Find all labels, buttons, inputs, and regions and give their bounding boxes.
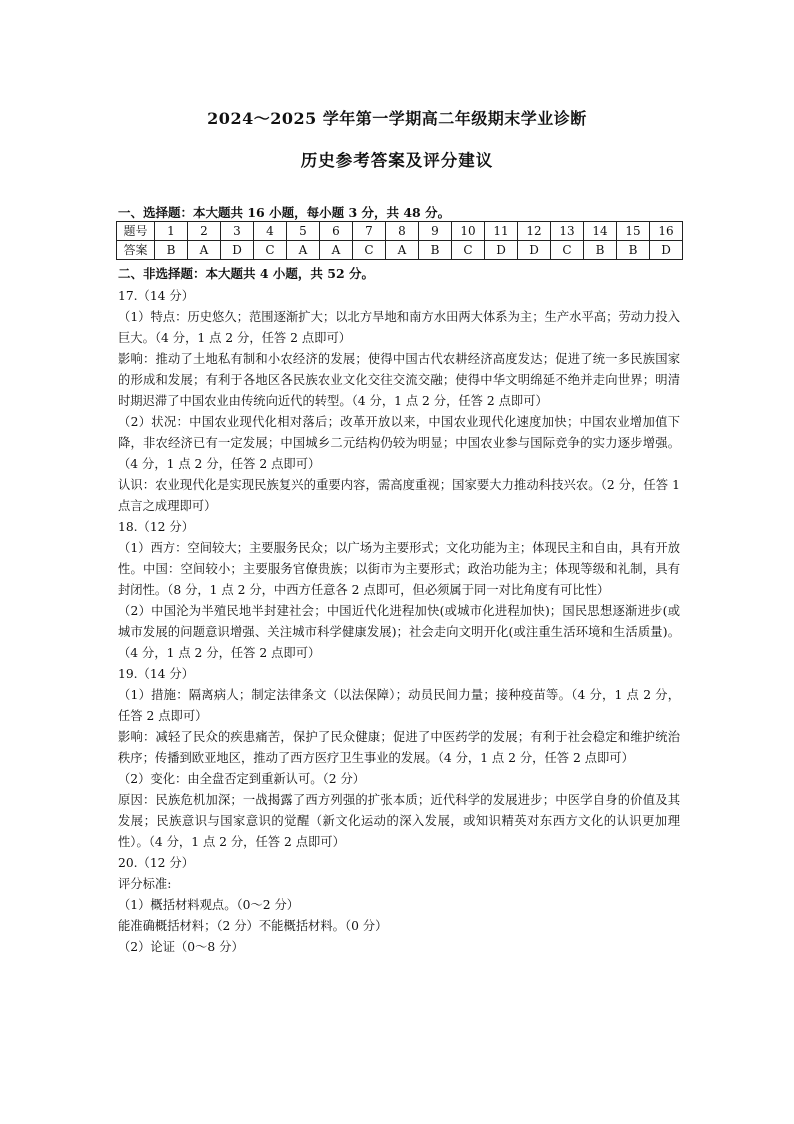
answer-cell: D bbox=[650, 241, 683, 260]
section-non-choice-heading: 二、非选择题：本大题共 4 小题，共 52 分。 bbox=[118, 266, 375, 281]
q20-part1: （1）概括材料观点。（0～2 分） bbox=[118, 898, 300, 912]
answer-cell: C bbox=[551, 241, 584, 260]
q17-part1-impact: 影响：推动了土地私有制和小农经济的发展；使得中国古代农耕经济高度发达；促进了统一多民族国家的形成和发展；有利于各地区各民族农业文化交往交流交融；使得中华文明绵延不绝并走向世界；明清时期迟滞了中国农业由传统向近代的转型。（4 分，1 点 2 分，任答 2 点即可） bbox=[118, 352, 680, 408]
q17-part2-status: （2）状况：中国农业现代化相对落后；改革开放以来，中国农业现代化速度加快；中国农业增加值下降，非农经济已有一定发展；中国城乡二元结构仍较为明显；中国农业参与国际竞争的实力逐步增强。（4 分，1 点 2 分，任答 2 点即可） bbox=[118, 415, 680, 471]
answer-cell: B bbox=[584, 241, 617, 260]
answer-cell: C bbox=[353, 241, 386, 260]
page-title: 2024～2025 学年第一学期高二年级期末学业诊断 bbox=[207, 109, 587, 128]
question-number: 13 bbox=[551, 222, 584, 241]
page-subtitle: 历史参考答案及评分建议 bbox=[300, 151, 494, 170]
answer-cell: D bbox=[485, 241, 518, 260]
q19-part1-impact: 影响：减轻了民众的疾患痛苦，保护了民众健康；促进了中医药学的发展；有利于社会稳定和维护统治秩序；传播到欧亚地区，推动了西方医疗卫生事业的发展。（4 分，1 点 2 分，任答 2 点即可） bbox=[118, 730, 680, 765]
answer-cell: B bbox=[155, 241, 188, 260]
question-17-heading: 17.（14 分） bbox=[118, 289, 195, 303]
question-number: 5 bbox=[287, 222, 320, 241]
question-number: 6 bbox=[320, 222, 353, 241]
question-number: 15 bbox=[617, 222, 650, 241]
answer-row bbox=[117, 241, 683, 260]
question-19-heading: 19.（14 分） bbox=[118, 667, 195, 681]
question-number: 9 bbox=[419, 222, 452, 241]
question-18-heading: 18.（12 分） bbox=[118, 520, 195, 534]
answer-cell: D bbox=[518, 241, 551, 260]
answer-cell: A bbox=[287, 241, 320, 260]
answer-table bbox=[116, 221, 683, 260]
question-number: 10 bbox=[452, 222, 485, 241]
answer-cell: A bbox=[386, 241, 419, 260]
question-number: 7 bbox=[353, 222, 386, 241]
section-multiple-choice-heading: 一、选择题：本大题共 16 小题，每小题 3 分，共 48 分。 bbox=[118, 205, 451, 220]
q20-scoring-standard: 评分标准: bbox=[118, 877, 172, 891]
answer-body bbox=[118, 286, 680, 958]
question-number: 14 bbox=[584, 222, 617, 241]
question-number: 2 bbox=[188, 222, 221, 241]
answer-cell: C bbox=[452, 241, 485, 260]
q19-part1-measures: （1）措施：隔离病人；制定法律条文（以法保障）；动员民间力量；接种疫苗等。（4 分，1 点 2 分，任答 2 点即可） bbox=[118, 688, 680, 723]
q17-part1-features: （1）特点：历史悠久；范围逐渐扩大；以北方旱地和南方水田两大体系为主；生产水平高；劳动力投入巨大。（4 分，1 点 2 分，任答 2 点即可） bbox=[118, 310, 680, 345]
question-number: 4 bbox=[254, 222, 287, 241]
question-number: 11 bbox=[485, 222, 518, 241]
question-number-row bbox=[117, 222, 683, 241]
q20-part1-criteria: 能准确概括材料；（2 分）不能概括材料。（0 分） bbox=[118, 919, 388, 933]
answer-cell: C bbox=[254, 241, 287, 260]
question-number: 3 bbox=[221, 222, 254, 241]
q20-part2: （2）论证（0～8 分） bbox=[118, 940, 244, 954]
question-number: 1 bbox=[155, 222, 188, 241]
q19-part2-change: （2）变化：由全盘否定到重新认可。（2 分） bbox=[118, 772, 366, 786]
q18-part1: （1）西方：空间较大；主要服务民众；以广场为主要形式；文化功能为主；体现民主和自由，具有开放性。中国：空间较小；主要服务官僚贵族；以街市为主要形式；政治功能为主；体现等级和礼制，具有封闭性。（8 分，1 点 2 分，中西方任意各 2 点即可，但必须属于同一对比角度有可比性） bbox=[118, 541, 680, 597]
question-number: 16 bbox=[650, 222, 683, 241]
row-label-answer: 答案 bbox=[117, 241, 155, 260]
answer-cell: B bbox=[419, 241, 452, 260]
answer-cell: B bbox=[617, 241, 650, 260]
q18-part2: （2）中国沦为半殖民地半封建社会；中国近代化进程加快(或城市化进程加快)；国民思想逐渐进步(或城市发展的问题意识增强、关注城市科学健康发展)；社会走向文明开化(或注重生活环境和生活质量)。（4 分，1 点 2 分，任答 2 点即可） bbox=[118, 604, 680, 660]
answer-cell: A bbox=[188, 241, 221, 260]
answer-cell: D bbox=[221, 241, 254, 260]
question-20-heading: 20.（12 分） bbox=[118, 856, 195, 870]
row-label-question-number: 题号 bbox=[117, 222, 155, 241]
question-number: 12 bbox=[518, 222, 551, 241]
q17-part2-understanding: 认识：农业现代化是实现民族复兴的重要内容，需高度重视；国家要大力推动科技兴农。（2 分，任答 1 点言之成理即可） bbox=[118, 478, 680, 513]
q19-part2-reasons: 原因：民族危机加深；一战揭露了西方列强的扩张本质；近代科学的发展进步；中医学自身的价值及其发展；民族意识与国家意识的觉醒（新文化运动的深入发展，或知识精英对东西方文化的认识更加理性）。（4 分，1 点 2 分，任答 2 点即可） bbox=[118, 793, 680, 849]
answer-cell: A bbox=[320, 241, 353, 260]
question-number: 8 bbox=[386, 222, 419, 241]
